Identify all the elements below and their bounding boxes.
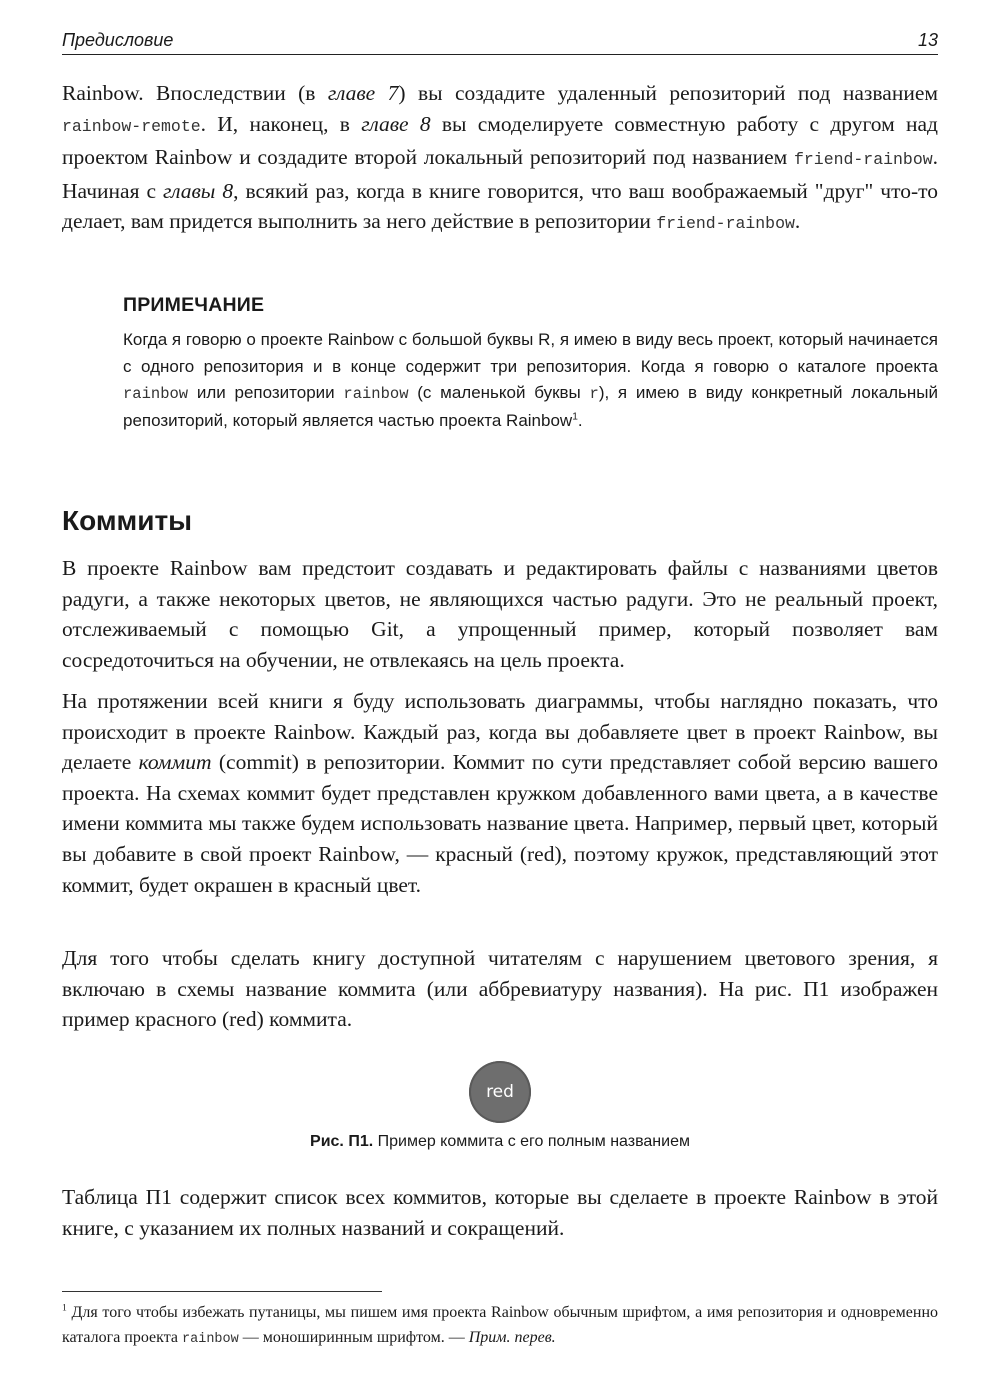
page-header: [62, 28, 938, 55]
intro-paragraph: Rainbow. Впоследствии (в главе 7) вы создадите удаленный репозиторий под названием rainbow-remote. И, наконец, в главе 8 вы смоделируете совместную работу с другом над проектом Rainbow и создадите второй локальный репозиторий под названием friend-rainbow. Начиная с главы 8, всякий раз, когда в книге говорится, что ваш воображаемый "друг" что-то делает, вам придется выполнить за него действие в репозитории friend-rainbow.: [62, 81, 939, 234]
paragraph-2: На протяжении всей книги я буду использовать диаграммы, чтобы наглядно показать, что происходит в проекте Rainbow. Каждый раз, когда вы добавляете цвет в проект Rainbow, вы делаете коммит (commit) в репозитории. Коммит по сути представляет собой версию вашего проекта. На схемах коммит будет представлен кружком добавленного вами цвета, а в качестве имени коммита мы также будем использовать название цвета. Например, первый цвет, который вы добавите в свой проект Rainbow, — красный (red), поэтому кружок, представляющий этот коммит, будет окрашен в красный цвет.: [62, 689, 938, 897]
figure-caption: [62, 1133, 938, 1151]
chapter-ref: главе 7: [327, 81, 399, 105]
caption-label: Рис. П1.: [310, 1133, 374, 1150]
footnote: $^1$ Для того чтобы избежать путаницы, мы пишем имя проекта Rainbow обычным шрифтом, а имя репозитория и одновременно каталога проекта rainbow — моноширинным шрифтом. — Прим. перев.: [62, 1302, 938, 1347]
code-inline: friend-rainbow: [656, 214, 795, 234]
footnote-number: 1: [62, 1302, 67, 1314]
code-inline: rainbow: [182, 1332, 239, 1347]
paragraph-4: Таблица П1 содержит список всех коммитов, которые вы сделаете в проекте Rainbow в этой книге, с указанием их полных названий и сокращений.: [62, 1185, 938, 1240]
chapter-ref: главы 8: [162, 178, 234, 203]
code-inline: rainbow: [123, 385, 189, 403]
caption-text: Пример коммита с его полным названием: [373, 1133, 690, 1150]
translator-note: Прим. перев.: [468, 1329, 556, 1346]
paragraph-1: В проекте Rainbow вам предстоит создавать и редактировать файлы с названиями цветов радуги, а также некоторых цветов, не являющихся частью радуги. Это не реальный проект, отслеживаемый с помощью Git, а упрощенный пример, который позволяет вам сосредоточиться на обучении, не отвлекаясь на цель проекта.: [62, 556, 938, 672]
commit-circle-red: [469, 1061, 531, 1123]
running-title: Предисловие: [62, 30, 174, 50]
commit-label: red: [486, 1082, 514, 1102]
code-inline: rainbow: [343, 385, 409, 403]
footnote-marker[interactable]: 1: [572, 410, 578, 422]
term-commit: коммит: [138, 750, 212, 775]
section-title: Коммиты: [62, 505, 193, 536]
note-body: Когда я говорю о проекте Rainbow с большой буквы R, я имею в виду весь проект, который начинается с одного репозитория и в конце содержит три репозитория. Когда я говорю о каталоге проекта rainbow или репозитории rainbow (с маленькой буквы r), я имею в виду конкретный локальный репозиторий, который является частью проекта Rainbow$^1$.: [123, 330, 938, 430]
code-inline: friend-rainbow: [794, 150, 933, 170]
paragraph-3: Для того чтобы сделать книгу доступной читателям с нарушением цветового зрения, я включаю в схемы название коммита (или аббревиатуру названия). На рис. П1 изображен пример красного (red) коммита.: [62, 946, 938, 1032]
code-inline: rainbow-remote: [62, 116, 201, 136]
note-title: ПРИМЕЧАНИЕ: [123, 294, 265, 316]
footnote-divider: [62, 1291, 382, 1292]
code-inline: r: [589, 385, 599, 403]
page-number: 13: [917, 30, 938, 50]
chapter-ref: главе 8: [361, 111, 431, 136]
